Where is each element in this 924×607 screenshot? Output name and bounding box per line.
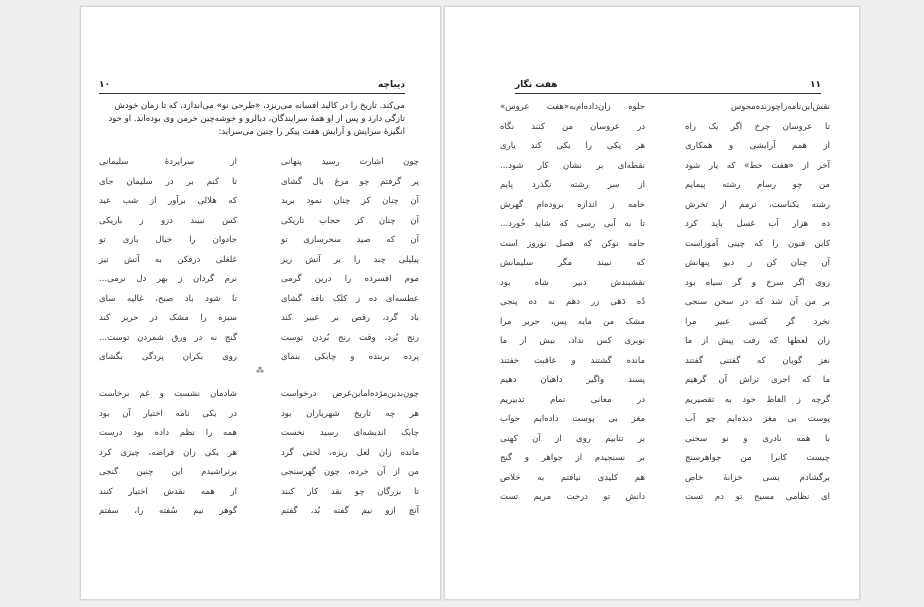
hemistich-second: پسند واگیر داهیان دهیم (500, 375, 645, 385)
couplet (500, 258, 830, 278)
couplet (500, 200, 830, 220)
hemistich-first: گرچه ز الفاظ خود به تقصیریم (685, 394, 830, 405)
hemistich-second: جادوان را خیال بازی تو (99, 235, 237, 245)
hemistich-second: در عروسان من کنند نگاه (500, 121, 645, 132)
hemistich-second: تا به آبی رسی که شاید خُورد... (500, 219, 645, 229)
couplet (500, 336, 830, 356)
hemistich-first: مانده زان لعل ریزه، لختی گرد (281, 447, 419, 458)
hemistich-first: آن چنان کز حجاب تاریکی (281, 215, 419, 226)
hemistich-second: از سراپرده‌ٔ سلیمانی (99, 157, 237, 167)
couplet (99, 389, 419, 409)
hemistich-second: دانش تو درخت مریم تست (500, 492, 645, 502)
hemistich-first: آن چنان کز چنان نمود برید (281, 196, 419, 206)
couplet (500, 102, 830, 122)
couplet (99, 216, 419, 236)
hemistich-first: چون‌بدین‌مژده‌اماین‌غرض درخواست (281, 389, 419, 399)
couplet (500, 414, 830, 434)
hemistich-first: موم افسرده را درین گرمی (281, 274, 419, 284)
hemistich-first: پوست بی مغز دیده‌ایم چو آب (685, 414, 830, 424)
couplet (500, 434, 830, 454)
hemistich-second: جلوه زان‌داده‌ام‌به«هفت عروس» (500, 102, 645, 112)
couplet (500, 375, 830, 395)
hemistich-second: دُه دَهی زر دهم نه ده پنجی (500, 297, 645, 307)
hemistich-second: کس نبیند دزو ز باریکی (99, 215, 237, 226)
hemistich-second: گوهر نیم سُفته را، سفتم (99, 506, 237, 516)
couplet (500, 453, 830, 473)
couplet (99, 409, 419, 429)
hemistich-second: جامه نوکن که فصل نوروز است (500, 238, 645, 249)
hemistich-second: هم کلیدی نیافتم به خلاص (500, 472, 645, 483)
hemistich-second: نرم گردان ز بهر دل نرمی... (99, 274, 237, 284)
couplet (99, 313, 419, 333)
couplet (99, 157, 419, 177)
hemistich-first: نقش‌این‌نامه‌راچوزنده‌مجوس (730, 102, 830, 112)
couplet (99, 294, 419, 314)
hemistich-first: عطسه‌ای ده ز کلک نافه گشای (281, 293, 419, 304)
hemistich-second: در معانی تمام تدبیریم (500, 394, 645, 405)
hemistich-second: که هلالی برآور از شب عید (99, 196, 237, 206)
hemistich-first: آنچ ازو نیم گفته بُد، گفتم (281, 506, 419, 516)
hemistich-first: پر گرفتم چو مرغ بال گشای (281, 176, 419, 187)
couplet (500, 141, 830, 161)
couplet (99, 255, 419, 275)
hemistich-first: چیست کانرا من جواهرسنج (685, 453, 830, 463)
couplet (500, 317, 830, 337)
verse-block-bottom (99, 389, 419, 526)
hemistich-first: باد گرد، رقص بر عبیر کند (281, 313, 419, 323)
running-title: هفت نگار (515, 80, 558, 90)
hemistich-first: پرده بربنده و چابکی بنمای (281, 352, 419, 362)
couplet (99, 274, 419, 294)
hemistich-second: سبزه را مشک در حریر کند (99, 313, 237, 323)
hemistich-second: همه را نظم داده بود درست (99, 428, 237, 438)
couplet (500, 180, 830, 200)
hemistich-second: هر یکی را یکی کند یاری (500, 141, 645, 151)
hemistich-first: کاین فنون را که چینی آموزاست (685, 238, 830, 249)
couplet (99, 333, 419, 353)
hemistich-second: خامه ز اندازه بروده‌ام گهرش (500, 199, 645, 210)
hemistich-first: من از آن خرده، چون گهرسنجی (281, 467, 419, 477)
hemistich-first: زان لعطها که رفت پیش از ما (685, 336, 830, 346)
couplet (500, 219, 830, 239)
couplet (99, 506, 419, 526)
hemistich-first: آن چنان کن ز دیو پنهانش (685, 258, 830, 268)
hemistich-second: مانده گشتند و عاقبت خفتند (500, 355, 645, 366)
hemistich-second: تا شود باد صبح، غالیه سای (99, 293, 237, 304)
hemistich-second: مغز بی پوست داده‌ایم جواب (500, 414, 645, 424)
hemistich-first: ای نظامی مسیح تو دم تست (685, 492, 830, 502)
couplet (99, 235, 419, 255)
left-page (80, 6, 441, 600)
hemistich-first: نغز گویان که گفتنی گفتند (685, 355, 830, 366)
right-page (444, 6, 860, 600)
hemistich-first: آن که صید سحرسازی تو (281, 235, 419, 245)
hemistich-first: برگشادم بسی خزانهٔ خاص (685, 472, 830, 483)
hemistich-second: در یکی نامه اختیار آن بود (99, 408, 237, 419)
couplet (99, 196, 419, 216)
couplet (500, 473, 830, 493)
running-title: دیباچه (378, 80, 405, 90)
page-header (515, 79, 821, 94)
hemistich-second: نوبری کس نداد، بیش از ما (500, 336, 645, 346)
couplet (500, 492, 830, 512)
couplet (500, 239, 830, 259)
hemistich-first: ده هزار آب غسل باید کرد (685, 219, 830, 229)
verse-block (500, 102, 830, 512)
page-number: ۱۰ (99, 80, 110, 90)
couplet (500, 356, 830, 376)
hemistich-second: هر یکی زان قراضه، چیزی کرد (99, 447, 237, 458)
hemistich-first: رنج بُرد، وقت رنج بُردن توست (281, 332, 419, 343)
hemistich-first: رشته یکناست، نرمم از تخرش (685, 199, 830, 210)
page-header (99, 79, 405, 94)
couplet (99, 487, 419, 507)
section-ornament: ⁂ (256, 366, 265, 375)
intro-paragraph: می‌کند. تاریخ را در کالبد افسانه می‌ریزد، «طرحی نو» می‌اندازد، که تا زمان خودش تازگی دارد و پس از او همهٔ سرایندگان، دیالرو و خوشه‌چین خرمن وی بوده‌اند. او خود انگیزهٔ سرایش و آرایش هفت پیکر را چنین می‌سراید: (108, 101, 405, 137)
hemistich-second: بر نسنجیدم از جواهر و گنج (500, 453, 645, 463)
hemistich-second: نقشبندش دبیر شاه بود (500, 277, 645, 288)
verse-block-top (99, 157, 419, 372)
hemistich-second: بر تتابیم روی از آن کهنی (500, 433, 645, 444)
couplet (99, 428, 419, 448)
hemistich-first: چون اشارت رسید پنهانی (281, 157, 419, 167)
couplet (500, 122, 830, 142)
hemistich-second: روی بکران پردگی بگشای (99, 352, 237, 362)
hemistich-second: از همه نقدش اختیار کنند (99, 486, 237, 497)
couplet (99, 448, 419, 468)
hemistich-first: پیلیلی چند را بر آتش ریز (281, 254, 419, 265)
hemistich-second: شادمان نشست و غم برخاست (99, 389, 237, 399)
hemistich-second: گنج نه در ورق شمردن توست... (99, 332, 237, 343)
hemistich-second: از سر رشته نگذرد پایم (500, 180, 645, 190)
hemistich-second: مشک من مایه پس، حریر مرا (500, 316, 645, 327)
hemistich-first: هر چه تاریخ شهریاران بود (281, 408, 419, 419)
couplet (99, 177, 419, 197)
hemistich-second: تا کنم بر در سلیمان جای (99, 176, 237, 187)
couplet (99, 467, 419, 487)
hemistich-first: چابک اندیشه‌ای رسید نخست (281, 428, 419, 438)
hemistich-second: نقطه‌ای بر نشان کار شود... (500, 160, 645, 171)
hemistich-first: تا عروسان چرخ اگر یک راه (685, 121, 830, 132)
hemistich-first: با همه نادری و نو سخنی (685, 433, 830, 444)
couplet (500, 278, 830, 298)
hemistich-first: بر من آن شد که در سخن سنجی (685, 297, 830, 307)
hemistich-first: از همم آرایشی و همکاری (685, 141, 830, 151)
hemistich-first: تا بزرگان چو نقد کار کنند (281, 486, 419, 497)
hemistich-first: ما که اجری تراش آن گرهیم (685, 375, 830, 385)
hemistich-first: من چو رسام رشته پیمایم (685, 180, 830, 190)
hemistich-second: غلغلی درفکن به آتش تیز (99, 254, 237, 265)
hemistich-first: روی اگر سرخ و گر سیاه بود (685, 277, 830, 288)
couplet (500, 395, 830, 415)
hemistich-second: برتراشیدم این‌ چنین گنجی (99, 467, 237, 477)
hemistich-second: که نبیند مگر سلیمانش (500, 258, 645, 268)
hemistich-first: آخر از «هفت خط» که یار شود (685, 160, 830, 171)
hemistich-first: نخرد گر کسی عبیر مرا (685, 316, 830, 327)
page-number: ۱۱ (810, 80, 821, 90)
couplet (500, 161, 830, 181)
couplet (500, 297, 830, 317)
